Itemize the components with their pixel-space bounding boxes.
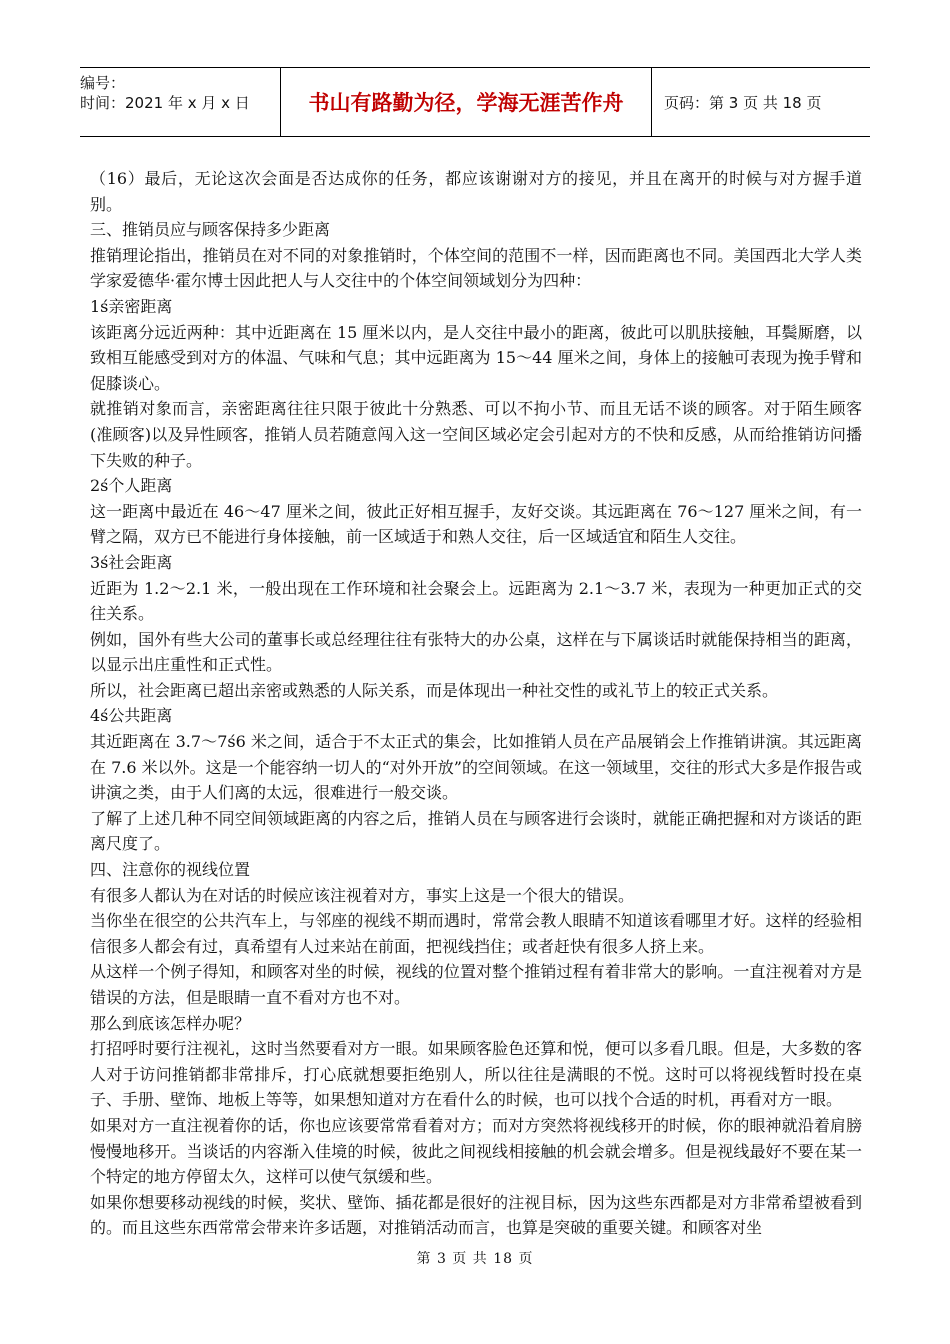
paragraph: 从这样一个例子得知，和顾客对坐的时候，视线的位置对整个推销过程有着非常大的影响。一直注视着对方是错误的方法，但是眼睛一直不看对方也不对。: [90, 962, 862, 1007]
paragraph: 该距离分远近两种：其中近距离在 15 厘米以内，是人交往中最小的距离，彼此可以肌肤接触，耳鬓厮磨，以致相互能感受到对方的体温、气味和气息；其中远距离为 15～44 厘米之间，身体上的接触可表现为挽手臂和促膝谈心。: [90, 322, 862, 393]
header-motto: 书山有路勤为径，学海无涯苦作舟: [281, 68, 652, 136]
paragraph: 例如，国外有些大公司的董事长或总经理往往有张特大的办公桌，这样在与下属谈话时就能保持相当的距离，以显示出庄重性和正式性。: [90, 629, 862, 675]
paragraph: 其近距离在 3.7～7ś6 米之间，适合于不太正式的集会，比如推销人员在产品展销会上作推销讲演。其远距离在 7.6 米以外。这是一个能容纳一切人的“对外开放”的空间领域。在这一领域里，交往的形式大多是作报告或讲演之类，由于人们离的太远，很难进行一般交谈。: [90, 732, 862, 803]
subsection-heading: 3ś社会距离: [90, 552, 173, 572]
paragraph: 如果你想要移动视线的时候，奖状、壁饰、插花都是很好的注视目标，因为这些东西都是对方非常希望被看到的。而且这些东西常常会带来许多话题，对推销活动而言，也算是突破的重要关键。和顾客对坐: [90, 1192, 862, 1238]
paragraph: 就推销对象而言，亲密距离往往只限于彼此十分熟悉、可以不拘小节、而且无话不谈的顾客。对于陌生顾客(准顾客)以及异性顾客，推销人员若随意闯入这一空间区域必定会引起对方的不快和反感，从而给推销访问播下失败的种子。: [90, 399, 862, 470]
paragraph: 打招呼时要行注视礼，这时当然要看对方一眼。如果顾客脸色还算和悦，便可以多看几眼。但是，大多数的客人对于访问推销都非常排斥，打心底就想要拒绝别人，所以往往是满眼的不悦。这时可以将视线暂时投在桌子、手册、壁饰、地板上等等，如果想知道对方在看什么的时候，也可以找个合适的时机，再看对方一眼。: [90, 1039, 862, 1110]
page-header: [80, 67, 870, 137]
document-time-label: 时间：2021 年 x 月 x 日: [80, 94, 250, 112]
document-number-label: 编号：: [80, 74, 126, 92]
header-page-number: 页码：第 3 页 共 18 页: [664, 93, 822, 112]
paragraph: 如果对方一直注视着你的话，你也应该要常常看着对方；而对方突然将视线移开的时候，你的眼神就沿着肩膀慢慢地移开。当谈话的内容渐入佳境的时候，彼此之间视线相接触的机会就会增多。但是视线最好不要在某一个特定的地方停留太久，这样可以使气氛缓和些。: [90, 1115, 862, 1187]
subsection-heading: 2ś个人距离: [90, 476, 173, 496]
section-heading: 三、推销员应与顾客保持多少距离: [90, 220, 331, 240]
paragraph: 了解了上述几种不同空间领域距离的内容之后，推销人员在与顾客进行会谈时，就能正确把握和对方谈话的距离尺度了。: [90, 808, 862, 854]
subsection-heading: 1ś亲密距离: [90, 296, 173, 316]
document-body: [90, 166, 862, 1241]
paragraph: 有很多人都认为在对话的时候应该注视着对方，事实上这是一个很大的错误。: [90, 885, 635, 905]
paragraph: 推销理论指出，推销员在对不同的对象推销时，个体空间的范围不一样，因而距离也不同。美国西北大学人类学家爱德华·霍尔博士因此把人与人交往中的个体空间领域划分为四种：: [90, 245, 862, 291]
paragraph: 近距为 1.2～2.1 米，一般出现在工作环境和社会聚会上。远距离为 2.1～3.7 米，表现为一种更加正式的交往关系。: [90, 578, 862, 624]
section-heading: 四、注意你的视线位置: [90, 860, 251, 880]
paragraph: 那么到底该怎样办呢？: [90, 1013, 251, 1033]
paragraph: 当你坐在很空的公共汽车上，与邻座的视线不期而遇时，常常会教人眼睛不知道该看哪里才好。这样的经验相信很多人都会有过，真希望有人过来站在前面，把视线挡住；或者赶快有很多人挤上来。: [90, 911, 862, 956]
page-footer: 第 3 页 共 18 页: [416, 1251, 534, 1267]
paragraph: 所以，社会距离已超出亲密或熟悉的人际关系，而是体现出一种社交性的或礼节上的较正式关系。: [90, 680, 779, 700]
paragraph: （16）最后，无论这次会面是否达成你的任务，都应该谢谢对方的接见，并且在离开的时候与对方握手道别。: [90, 169, 862, 214]
paragraph: 这一距离中最近在 46～47 厘米之间，彼此正好相互握手，友好交谈。其远距离在 76～127 厘米之间，有一臂之隔，双方已不能进行身体接触，前一区域适于和熟人交往，后一区域适宜和陌生人交往。: [90, 501, 862, 547]
header-meta: [80, 68, 281, 136]
subsection-heading: 4ś公共距离: [90, 706, 173, 726]
